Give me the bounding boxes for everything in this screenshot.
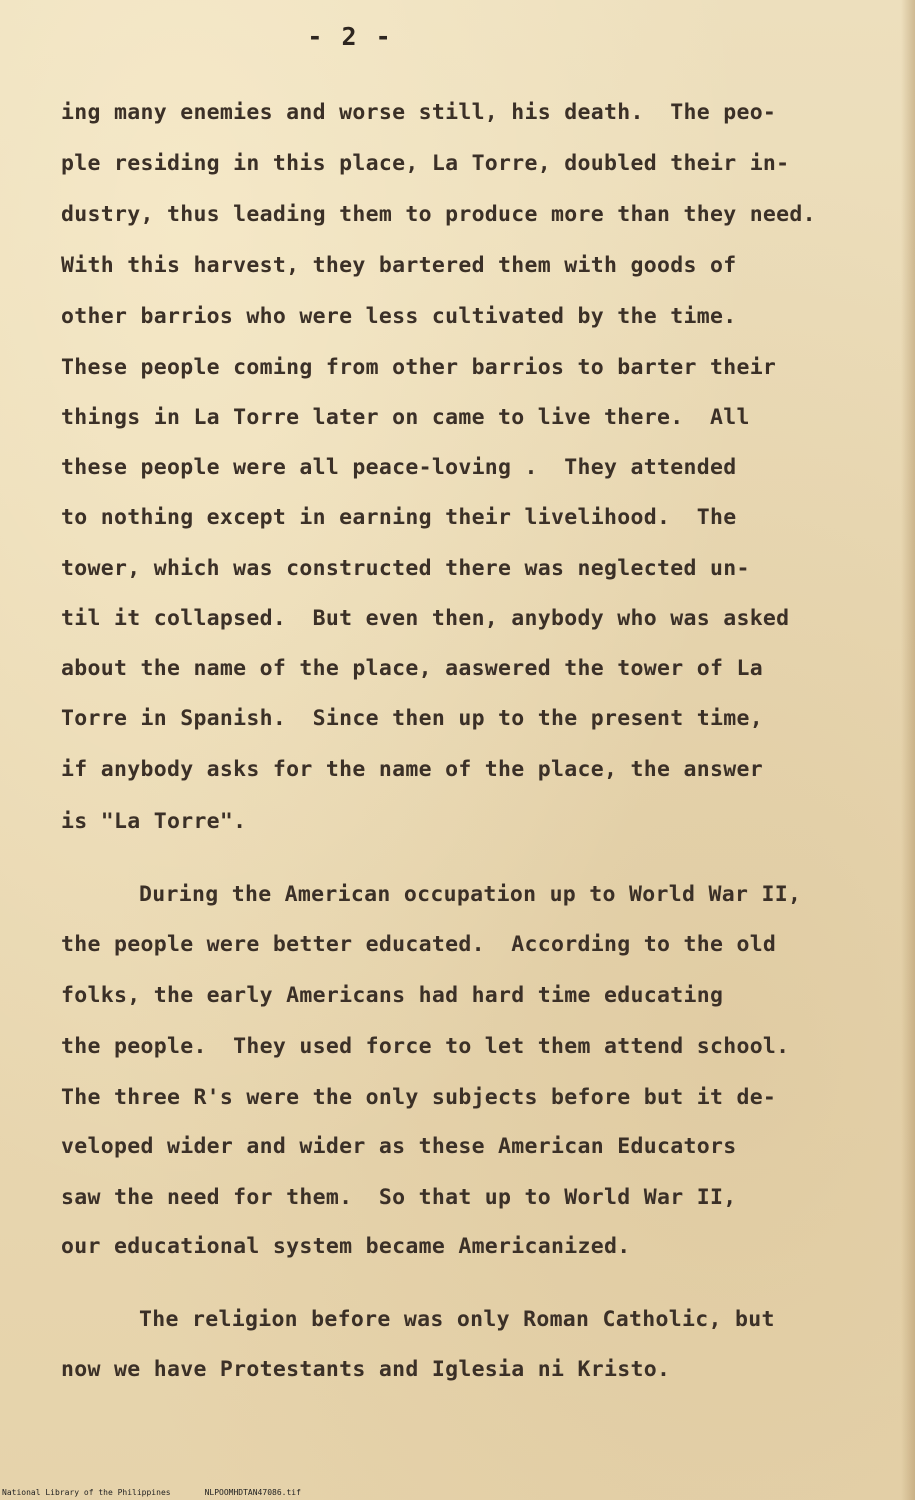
footer-filename: NLPOOMHDTAN47086.tif	[204, 1488, 301, 1497]
text-line: to nothing except in earning their livelihood. The	[61, 505, 737, 530]
page-number: - 2 -	[307, 22, 393, 51]
text-line: tower, which was constructed there was neglected un-	[61, 556, 750, 581]
text-line: dustry, thus leading them to produce more than they need.	[61, 202, 816, 227]
text-line: things in La Torre later on came to live there. All	[61, 405, 750, 430]
footer-institution: National Library of the Philippines	[2, 1488, 171, 1497]
text-line: is "La Torre".	[61, 809, 247, 834]
text-line: the people were better educated. According to the old	[61, 932, 777, 957]
text-line: the people. They used force to let them attend school.	[61, 1034, 790, 1059]
text-line: ing many enemies and worse still, his death. The peo-	[61, 100, 777, 125]
text-line: Torre in Spanish. Since then up to the present time,	[61, 706, 763, 731]
text-line: ple residing in this place, La Torre, doubled their in-	[61, 151, 790, 176]
text-line: our educational system became Americanized.	[61, 1234, 631, 1259]
text-line: The religion before was only Roman Catholic, but	[139, 1307, 775, 1332]
text-line: During the American occupation up to World War II,	[139, 882, 802, 907]
text-line: now we have Protestants and Iglesia ni Kristo.	[61, 1357, 671, 1382]
text-line: The three R's were the only subjects before but it de-	[61, 1085, 777, 1110]
text-line: about the name of the place, aaswered the tower of La	[61, 656, 763, 681]
text-line: With this harvest, they bartered them with goods of	[61, 253, 737, 278]
text-line: other barrios who were less cultivated by the time.	[61, 304, 737, 329]
text-line: folks, the early Americans had hard time educating	[61, 983, 724, 1008]
text-line: saw the need for them. So that up to World War II,	[61, 1185, 737, 1210]
scan-footer	[2, 1488, 335, 1497]
text-line: These people coming from other barrios to barter their	[61, 355, 777, 380]
page-edge-shadow	[901, 0, 915, 1500]
text-line: veloped wider and wider as these American Educators	[61, 1134, 737, 1159]
text-line: these people were all peace-loving . They attended	[61, 455, 737, 480]
text-line: if anybody asks for the name of the place, the answer	[61, 757, 763, 782]
text-line: til it collapsed. But even then, anybody who was asked	[61, 606, 790, 631]
